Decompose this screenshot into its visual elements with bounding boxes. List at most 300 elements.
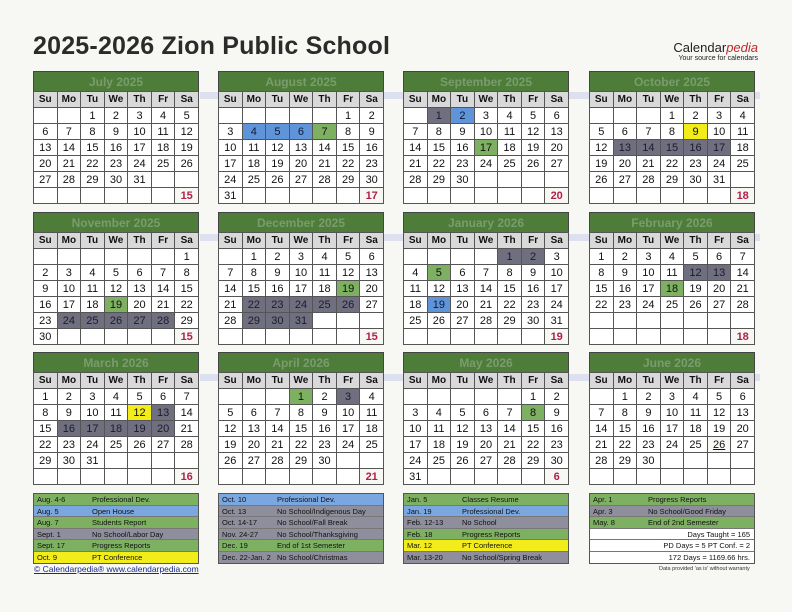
day-cell: 19 (707, 421, 731, 437)
day-cell: 5 (104, 265, 128, 281)
day-header: Fr (707, 233, 731, 249)
day-cell: 11 (151, 124, 175, 140)
day-cell: 17 (404, 437, 428, 453)
day-cell: 16 (613, 281, 637, 297)
day-cell: 18 (660, 281, 684, 297)
day-cell: 28 (474, 313, 498, 329)
empty-cell (660, 313, 684, 329)
day-cell: 22 (242, 297, 266, 313)
empty-cell (684, 313, 708, 329)
day-cell: 3 (219, 124, 243, 140)
day-cell: 22 (34, 437, 58, 453)
day-cell: 18 (360, 421, 384, 437)
empty-cell (128, 249, 152, 265)
day-cell: 19 (521, 140, 545, 156)
empty-cell (175, 453, 199, 469)
empty-cell (451, 329, 475, 345)
legend-date: Mar. 13-20 (407, 552, 443, 562)
day-cell: 16 (57, 421, 81, 437)
day-cell: 15 (613, 421, 637, 437)
empty-cell (498, 172, 522, 188)
day-cell: 26 (590, 172, 614, 188)
empty-cell (637, 329, 661, 345)
empty-cell (81, 469, 105, 485)
day-header: Su (34, 92, 58, 108)
day-cell: 2 (521, 249, 545, 265)
legend-date: Jan. 19 (407, 506, 432, 516)
day-cell: 26 (521, 156, 545, 172)
empty-cell (242, 389, 266, 405)
day-cell: 5 (521, 108, 545, 124)
day-cell: 22 (336, 156, 360, 172)
empty-cell (590, 389, 614, 405)
day-cell: 14 (404, 140, 428, 156)
school-day-count: 6 (545, 469, 569, 485)
day-cell: 13 (707, 265, 731, 281)
legend-date: Aug. 5 (37, 506, 59, 516)
legend-row (590, 517, 754, 529)
empty-cell (128, 188, 152, 204)
brand-name: Calendarpedia (673, 40, 758, 55)
day-cell: 2 (266, 249, 290, 265)
day-cell: 25 (660, 297, 684, 313)
legend-row (219, 552, 383, 564)
day-cell: 12 (219, 421, 243, 437)
day-header: Sa (731, 92, 755, 108)
day-cell: 8 (175, 265, 199, 281)
day-cell: 25 (731, 156, 755, 172)
empty-cell (336, 188, 360, 204)
day-cell: 4 (360, 389, 384, 405)
day-header: We (104, 233, 128, 249)
day-cell: 21 (474, 297, 498, 313)
empty-cell (731, 313, 755, 329)
day-cell: 19 (590, 156, 614, 172)
legend-event: 172 Days = 1169.66 hrs. (668, 552, 750, 562)
empty-cell (660, 469, 684, 485)
empty-cell (707, 453, 731, 469)
legend-event: Days Taught = 165 (687, 529, 750, 539)
day-cell: 6 (242, 405, 266, 421)
day-cell: 7 (266, 405, 290, 421)
day-cell: 10 (404, 421, 428, 437)
empty-cell (404, 108, 428, 124)
day-cell: 4 (404, 265, 428, 281)
day-cell: 28 (57, 172, 81, 188)
empty-cell (427, 469, 451, 485)
empty-cell (590, 329, 614, 345)
legend-row (219, 506, 383, 518)
day-cell: 28 (175, 437, 199, 453)
day-header: Th (313, 92, 337, 108)
month-calendar (218, 212, 384, 345)
day-cell: 30 (34, 329, 58, 345)
legend-row (34, 517, 198, 529)
empty-cell (404, 249, 428, 265)
day-cell: 22 (613, 437, 637, 453)
legend-event: No School/Spring Break (462, 552, 543, 562)
day-cell: 23 (34, 313, 58, 329)
month-calendar (403, 212, 569, 345)
legend-row (34, 552, 198, 564)
day-cell: 13 (545, 124, 569, 140)
empty-cell (266, 329, 290, 345)
legend-row (404, 529, 568, 541)
day-cell: 8 (521, 405, 545, 421)
day-cell: 21 (266, 437, 290, 453)
day-cell: 20 (360, 281, 384, 297)
empty-cell (57, 329, 81, 345)
empty-cell (451, 188, 475, 204)
day-cell: 3 (81, 389, 105, 405)
day-cell: 12 (451, 421, 475, 437)
day-cell: 6 (34, 124, 58, 140)
legend-event: Professional Dev. (277, 495, 336, 504)
day-cell: 17 (289, 281, 313, 297)
empty-cell (684, 329, 708, 345)
day-cell: 21 (219, 297, 243, 313)
empty-cell (34, 188, 58, 204)
day-cell: 12 (427, 281, 451, 297)
legend-row (590, 540, 754, 552)
day-cell: 27 (707, 297, 731, 313)
day-cell: 13 (34, 140, 58, 156)
month-title: August 2025 (218, 71, 384, 91)
day-cell: 4 (684, 389, 708, 405)
empty-cell (266, 188, 290, 204)
legend-date: Oct. 9 (37, 552, 58, 562)
day-cell: 19 (175, 140, 199, 156)
day-cell: 7 (474, 265, 498, 281)
day-cell: 16 (545, 421, 569, 437)
day-cell: 9 (104, 124, 128, 140)
day-cell: 26 (219, 453, 243, 469)
day-header: Mo (427, 373, 451, 389)
day-cell: 18 (404, 297, 428, 313)
day-cell: 1 (498, 249, 522, 265)
legend-row (404, 494, 568, 506)
empty-cell (104, 188, 128, 204)
day-cell: 25 (242, 172, 266, 188)
day-cell: 11 (242, 140, 266, 156)
day-cell: 23 (57, 437, 81, 453)
day-cell: 24 (404, 453, 428, 469)
day-cell: 6 (731, 389, 755, 405)
month-calendar (33, 352, 199, 485)
day-cell: 13 (289, 140, 313, 156)
day-cell: 1 (660, 108, 684, 124)
day-cell: 3 (289, 249, 313, 265)
day-cell: 29 (175, 313, 199, 329)
empty-cell (637, 188, 661, 204)
day-cell: 18 (104, 421, 128, 437)
month-calendar (403, 71, 569, 204)
day-cell: 30 (266, 313, 290, 329)
legend-row (219, 529, 383, 541)
day-header: Mo (57, 373, 81, 389)
legend-event: No School (462, 518, 497, 527)
day-cell: 23 (360, 156, 384, 172)
day-cell: 26 (104, 313, 128, 329)
empty-cell (474, 389, 498, 405)
day-cell: 20 (613, 156, 637, 172)
legend-date: Feb. 12-13 (407, 518, 444, 527)
legend-row (219, 494, 383, 506)
day-cell: 8 (660, 124, 684, 140)
day-cell: 21 (731, 281, 755, 297)
day-cell: 11 (498, 124, 522, 140)
day-cell: 24 (219, 172, 243, 188)
day-header: Mo (427, 92, 451, 108)
day-cell: 16 (360, 140, 384, 156)
day-header: Su (590, 233, 614, 249)
day-cell: 28 (313, 172, 337, 188)
day-cell: 30 (313, 453, 337, 469)
day-cell: 23 (545, 437, 569, 453)
day-cell: 29 (336, 172, 360, 188)
day-cell: 4 (660, 249, 684, 265)
day-cell: 1 (590, 249, 614, 265)
empty-cell (590, 469, 614, 485)
empty-cell (637, 469, 661, 485)
legend-event: No School/Labor Day (92, 529, 164, 539)
day-cell: 29 (521, 453, 545, 469)
day-cell: 3 (128, 108, 152, 124)
day-cell: 1 (175, 249, 199, 265)
day-cell: 31 (128, 172, 152, 188)
day-cell: 23 (266, 297, 290, 313)
day-cell: 2 (684, 108, 708, 124)
day-cell: 24 (57, 313, 81, 329)
day-cell: 8 (289, 405, 313, 421)
day-cell: 24 (545, 297, 569, 313)
day-cell: 29 (81, 172, 105, 188)
month-calendar (33, 212, 199, 345)
day-cell: 28 (266, 453, 290, 469)
month-calendar (218, 352, 384, 485)
day-header: Mo (613, 92, 637, 108)
legend-date: Aug. 4-6 (37, 495, 66, 504)
day-cell: 5 (219, 405, 243, 421)
day-cell: 9 (613, 265, 637, 281)
day-header: Su (34, 373, 58, 389)
empty-cell (289, 188, 313, 204)
legend-date (590, 552, 645, 564)
day-cell: 15 (242, 281, 266, 297)
day-cell: 1 (336, 108, 360, 124)
legend-row (590, 529, 754, 541)
day-cell: 31 (707, 172, 731, 188)
school-day-count: 17 (360, 188, 384, 204)
page-title: 2025-2026 Zion Public School (33, 32, 391, 60)
day-cell: 24 (474, 156, 498, 172)
empty-cell (731, 469, 755, 485)
day-header: Tu (266, 373, 290, 389)
day-cell: 19 (266, 156, 290, 172)
day-cell: 26 (684, 297, 708, 313)
month-title: February 2026 (589, 212, 755, 232)
day-cell: 8 (34, 405, 58, 421)
day-cell: 27 (613, 172, 637, 188)
day-cell: 19 (219, 437, 243, 453)
day-header: Fr (336, 92, 360, 108)
day-cell: 20 (451, 297, 475, 313)
day-header: Sa (175, 373, 199, 389)
empty-cell (498, 188, 522, 204)
day-cell: 18 (151, 140, 175, 156)
day-header: Sa (175, 92, 199, 108)
day-cell: 10 (57, 281, 81, 297)
empty-cell (57, 469, 81, 485)
day-cell: 30 (545, 453, 569, 469)
day-header: Fr (336, 373, 360, 389)
day-cell: 18 (498, 140, 522, 156)
day-cell: 10 (707, 124, 731, 140)
day-header: We (104, 92, 128, 108)
day-header: Th (498, 373, 522, 389)
legend-row (590, 506, 754, 518)
legend-row (590, 494, 754, 506)
day-cell: 7 (731, 249, 755, 265)
day-cell: 17 (637, 281, 661, 297)
day-cell: 10 (289, 265, 313, 281)
day-cell: 12 (684, 265, 708, 281)
day-cell: 4 (731, 108, 755, 124)
day-cell: 20 (289, 156, 313, 172)
legend-row (34, 529, 198, 541)
empty-cell (104, 249, 128, 265)
day-cell: 28 (151, 313, 175, 329)
day-cell: 31 (289, 313, 313, 329)
day-cell: 8 (81, 124, 105, 140)
empty-cell (336, 313, 360, 329)
day-header: Tu (266, 233, 290, 249)
day-cell: 2 (57, 389, 81, 405)
legend-event: Progress Reports (648, 495, 707, 504)
empty-cell (128, 329, 152, 345)
legend-row (590, 552, 754, 564)
day-cell: 10 (474, 124, 498, 140)
day-cell: 12 (175, 124, 199, 140)
day-cell: 26 (707, 437, 731, 453)
day-cell: 31 (81, 453, 105, 469)
day-cell: 20 (242, 437, 266, 453)
day-cell: 29 (660, 172, 684, 188)
legend-event: Progress Reports (92, 541, 151, 550)
day-cell: 22 (81, 156, 105, 172)
day-cell: 28 (590, 453, 614, 469)
month-title: May 2026 (403, 352, 569, 372)
day-cell: 2 (34, 265, 58, 281)
day-cell: 13 (731, 405, 755, 421)
day-header: Th (313, 373, 337, 389)
day-cell: 15 (175, 281, 199, 297)
day-cell: 22 (590, 297, 614, 313)
day-cell: 19 (427, 297, 451, 313)
day-cell: 3 (707, 108, 731, 124)
legend-event: No School/Good Friday (648, 506, 726, 516)
empty-cell (81, 329, 105, 345)
day-header: Tu (451, 233, 475, 249)
day-cell: 10 (637, 265, 661, 281)
day-header: Th (128, 373, 152, 389)
month-title: October 2025 (589, 71, 755, 91)
day-cell: 5 (266, 124, 290, 140)
empty-cell (151, 172, 175, 188)
day-cell: 12 (104, 281, 128, 297)
footer-link[interactable]: © Calendarpedia® www.calendarpedia.com (34, 564, 199, 574)
day-cell: 11 (81, 281, 105, 297)
day-cell: 6 (707, 249, 731, 265)
day-cell: 7 (175, 389, 199, 405)
day-cell: 6 (474, 405, 498, 421)
empty-cell (613, 329, 637, 345)
day-cell: 27 (360, 297, 384, 313)
day-cell: 11 (360, 405, 384, 421)
empty-cell (707, 469, 731, 485)
day-cell: 17 (707, 140, 731, 156)
legend-event: PT Conference (92, 552, 143, 562)
day-header: Sa (360, 373, 384, 389)
empty-cell (545, 172, 569, 188)
legend-box (33, 493, 199, 564)
day-cell: 24 (336, 437, 360, 453)
day-cell: 8 (498, 265, 522, 281)
day-cell: 1 (81, 108, 105, 124)
day-cell: 30 (637, 453, 661, 469)
day-header: Th (128, 92, 152, 108)
day-cell: 14 (498, 421, 522, 437)
legend-date: Apr. 3 (593, 506, 613, 516)
day-cell: 30 (451, 172, 475, 188)
empty-cell (289, 329, 313, 345)
day-cell: 9 (313, 405, 337, 421)
empty-cell (637, 108, 661, 124)
empty-cell (289, 108, 313, 124)
empty-cell (474, 469, 498, 485)
day-cell: 11 (731, 124, 755, 140)
day-header: Tu (637, 233, 661, 249)
day-header: Tu (81, 92, 105, 108)
legend-event: Classes Resume (462, 495, 519, 504)
day-cell: 11 (660, 265, 684, 281)
day-header: Tu (81, 233, 105, 249)
day-cell: 14 (474, 281, 498, 297)
day-cell: 1 (427, 108, 451, 124)
day-cell: 17 (219, 156, 243, 172)
day-cell: 7 (590, 405, 614, 421)
day-cell: 13 (474, 421, 498, 437)
school-day-count: 20 (545, 188, 569, 204)
day-header: Su (219, 233, 243, 249)
day-cell: 27 (474, 453, 498, 469)
day-cell: 14 (637, 140, 661, 156)
day-header: Sa (175, 233, 199, 249)
day-header: Su (404, 92, 428, 108)
month-title: June 2026 (589, 352, 755, 372)
day-cell: 25 (151, 156, 175, 172)
day-cell: 11 (104, 405, 128, 421)
day-cell: 13 (451, 281, 475, 297)
empty-cell (427, 249, 451, 265)
empty-cell (57, 108, 81, 124)
month-title: November 2025 (33, 212, 199, 232)
day-cell: 16 (34, 297, 58, 313)
legend-row (404, 506, 568, 518)
day-header: We (474, 233, 498, 249)
day-cell: 6 (360, 249, 384, 265)
day-cell: 17 (128, 140, 152, 156)
